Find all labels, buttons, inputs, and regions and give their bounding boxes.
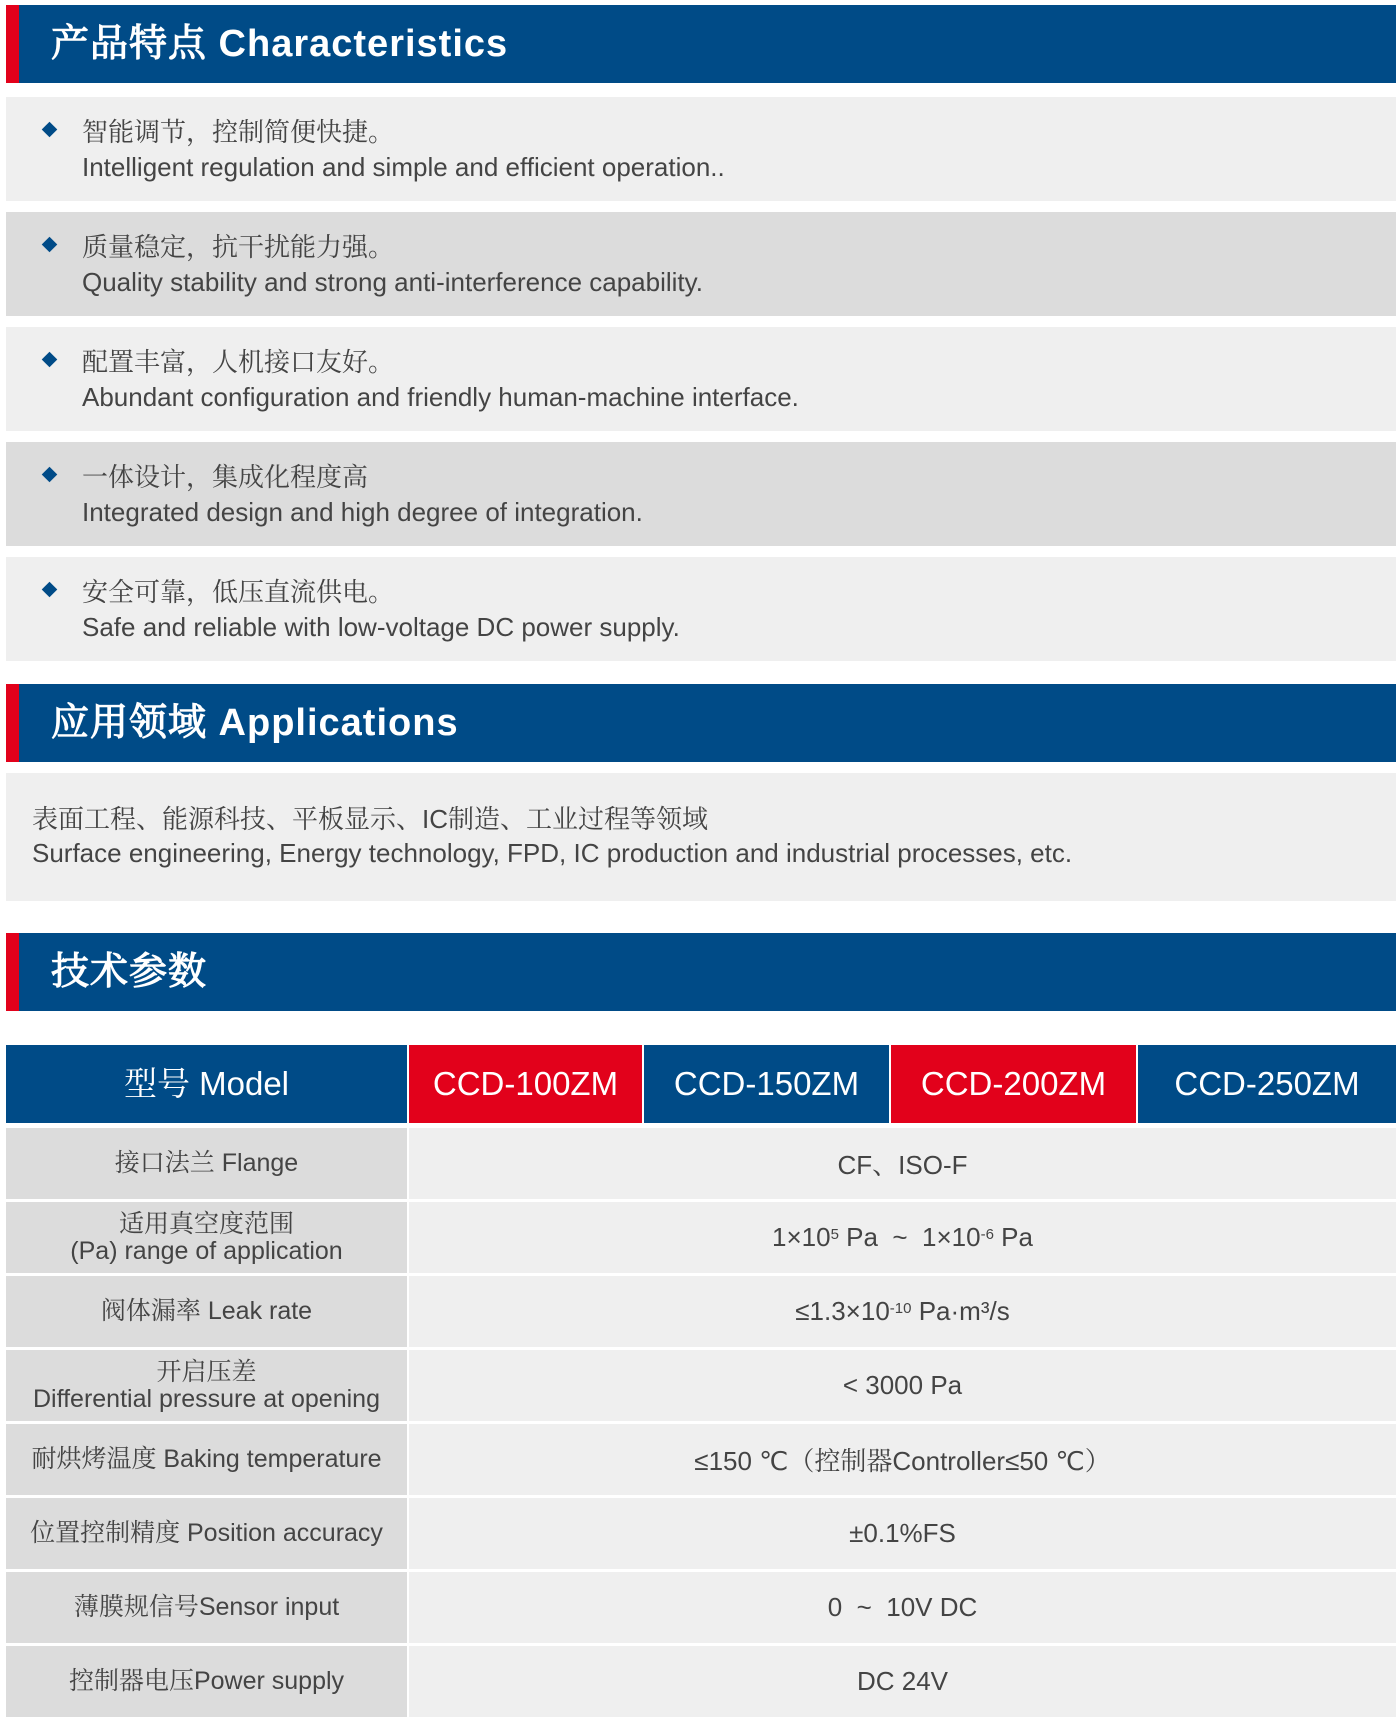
row-value: CF、ISO-F bbox=[409, 1128, 1396, 1199]
row-label-cn: 开启压差 bbox=[156, 1357, 257, 1386]
row-label-cn: 接口法兰 Flange bbox=[114, 1149, 299, 1177]
section-title: 应用领域 Applications bbox=[51, 702, 459, 744]
spec-table-header bbox=[6, 1045, 1396, 1123]
feature-cn: 安全可靠，低压直流供电。 bbox=[82, 577, 395, 607]
row-label-cn: 耐烘烤温度 Baking temperature bbox=[31, 1445, 382, 1473]
specs-header bbox=[6, 933, 1396, 1011]
row-label-cn: 控制器电压Power supply bbox=[68, 1667, 345, 1695]
value-part: 1×10 bbox=[772, 1222, 831, 1252]
diamond-bullet-icon bbox=[42, 122, 58, 138]
characteristics-header bbox=[6, 5, 1396, 83]
table-row bbox=[6, 1276, 1396, 1347]
feature-cn: 智能调节，控制简便快捷。 bbox=[82, 117, 395, 147]
row-value: ≤150 ℃（控制器Controller≤50 ℃） bbox=[409, 1424, 1396, 1495]
row-label-en: (Pa) range of application bbox=[70, 1236, 343, 1265]
row-label bbox=[6, 1646, 407, 1717]
feature-item bbox=[6, 212, 1396, 316]
row-label bbox=[6, 1128, 407, 1199]
feature-en: Intelligent regulation and simple and efficient operation.. bbox=[82, 152, 725, 182]
table-row bbox=[6, 1128, 1396, 1199]
table-row bbox=[6, 1572, 1396, 1643]
model-ccd-250zm: CCD-250ZM bbox=[1138, 1045, 1396, 1123]
diamond-bullet-icon bbox=[42, 237, 58, 253]
row-value: ±0.1%FS bbox=[409, 1498, 1396, 1569]
feature-en: Abundant configuration and friendly human-machine interface. bbox=[82, 382, 799, 412]
applications-cn: 表面工程、能源科技、平板显示、IC制造、工业过程等领域 bbox=[32, 804, 709, 834]
feature-en: Integrated design and high degree of integration. bbox=[82, 497, 643, 527]
model-label: 型号 Model bbox=[6, 1045, 407, 1123]
row-label bbox=[6, 1202, 407, 1273]
table-row bbox=[6, 1498, 1396, 1569]
row-value: < 3000 Pa bbox=[409, 1350, 1396, 1421]
feature-cn: 配置丰富，人机接口友好。 bbox=[82, 347, 395, 377]
row-label bbox=[6, 1572, 407, 1643]
value-part: Pa·m³/s bbox=[911, 1296, 1010, 1326]
row-label bbox=[6, 1276, 407, 1347]
row-label-en: Differential pressure at opening bbox=[33, 1384, 380, 1413]
feature-item bbox=[6, 442, 1396, 546]
row-label-cn: 位置控制精度 Position accuracy bbox=[30, 1519, 383, 1547]
header-accent-bar bbox=[6, 684, 19, 762]
applications-content bbox=[6, 773, 1396, 901]
table-row bbox=[6, 1350, 1396, 1421]
diamond-bullet-icon bbox=[42, 352, 58, 368]
row-value: DC 24V bbox=[409, 1646, 1396, 1717]
applications-en: Surface engineering, Energy technology, FPD, IC production and industrial processes, etc. bbox=[32, 838, 1073, 868]
model-ccd-150zm: CCD-150ZM bbox=[644, 1045, 889, 1123]
value-part: ≤1.3×10 bbox=[795, 1296, 890, 1326]
header-accent-bar bbox=[6, 933, 19, 1011]
row-value: 0 ~ 10V DC bbox=[409, 1572, 1396, 1643]
row-label-cn: 阀体漏率 Leak rate bbox=[100, 1297, 313, 1325]
row-label bbox=[6, 1498, 407, 1569]
model-ccd-100zm: CCD-100ZM bbox=[409, 1045, 642, 1123]
row-label bbox=[6, 1424, 407, 1495]
header-accent-bar bbox=[6, 5, 19, 83]
table-row bbox=[6, 1424, 1396, 1495]
value-part: Pa bbox=[993, 1222, 1033, 1252]
feature-item bbox=[6, 327, 1396, 431]
feature-item bbox=[6, 557, 1396, 661]
table-row bbox=[6, 1202, 1396, 1273]
diamond-bullet-icon bbox=[42, 582, 58, 598]
model-ccd-200zm: CCD-200ZM bbox=[891, 1045, 1136, 1123]
feature-cn: 一体设计，集成化程度高 bbox=[82, 462, 369, 492]
feature-cn: 质量稳定，抗干扰能力强。 bbox=[82, 232, 395, 262]
table-row bbox=[6, 1646, 1396, 1717]
diamond-bullet-icon bbox=[42, 467, 58, 483]
feature-en: Quality stability and strong anti-interference capability. bbox=[82, 267, 703, 297]
feature-en: Safe and reliable with low-voltage DC power supply. bbox=[82, 612, 680, 642]
section-title: 技术参数 bbox=[51, 951, 208, 993]
applications-header bbox=[6, 684, 1396, 762]
row-value: 1×10 $^5$ Pa ~ 1×10 $^{-6}$ Pa bbox=[409, 1202, 1396, 1273]
row-label bbox=[6, 1350, 407, 1421]
row-value: ≤1.3×10 $^{-10}$ Pa·m³/s bbox=[409, 1276, 1396, 1347]
row-label-cn: 适用真空度范围 bbox=[118, 1209, 294, 1238]
row-label-cn: 薄膜规信号Sensor input bbox=[73, 1593, 340, 1621]
value-part: Pa ~ 1×10 bbox=[838, 1222, 981, 1252]
feature-item bbox=[6, 97, 1396, 201]
section-title: 产品特点 Characteristics bbox=[51, 23, 509, 65]
